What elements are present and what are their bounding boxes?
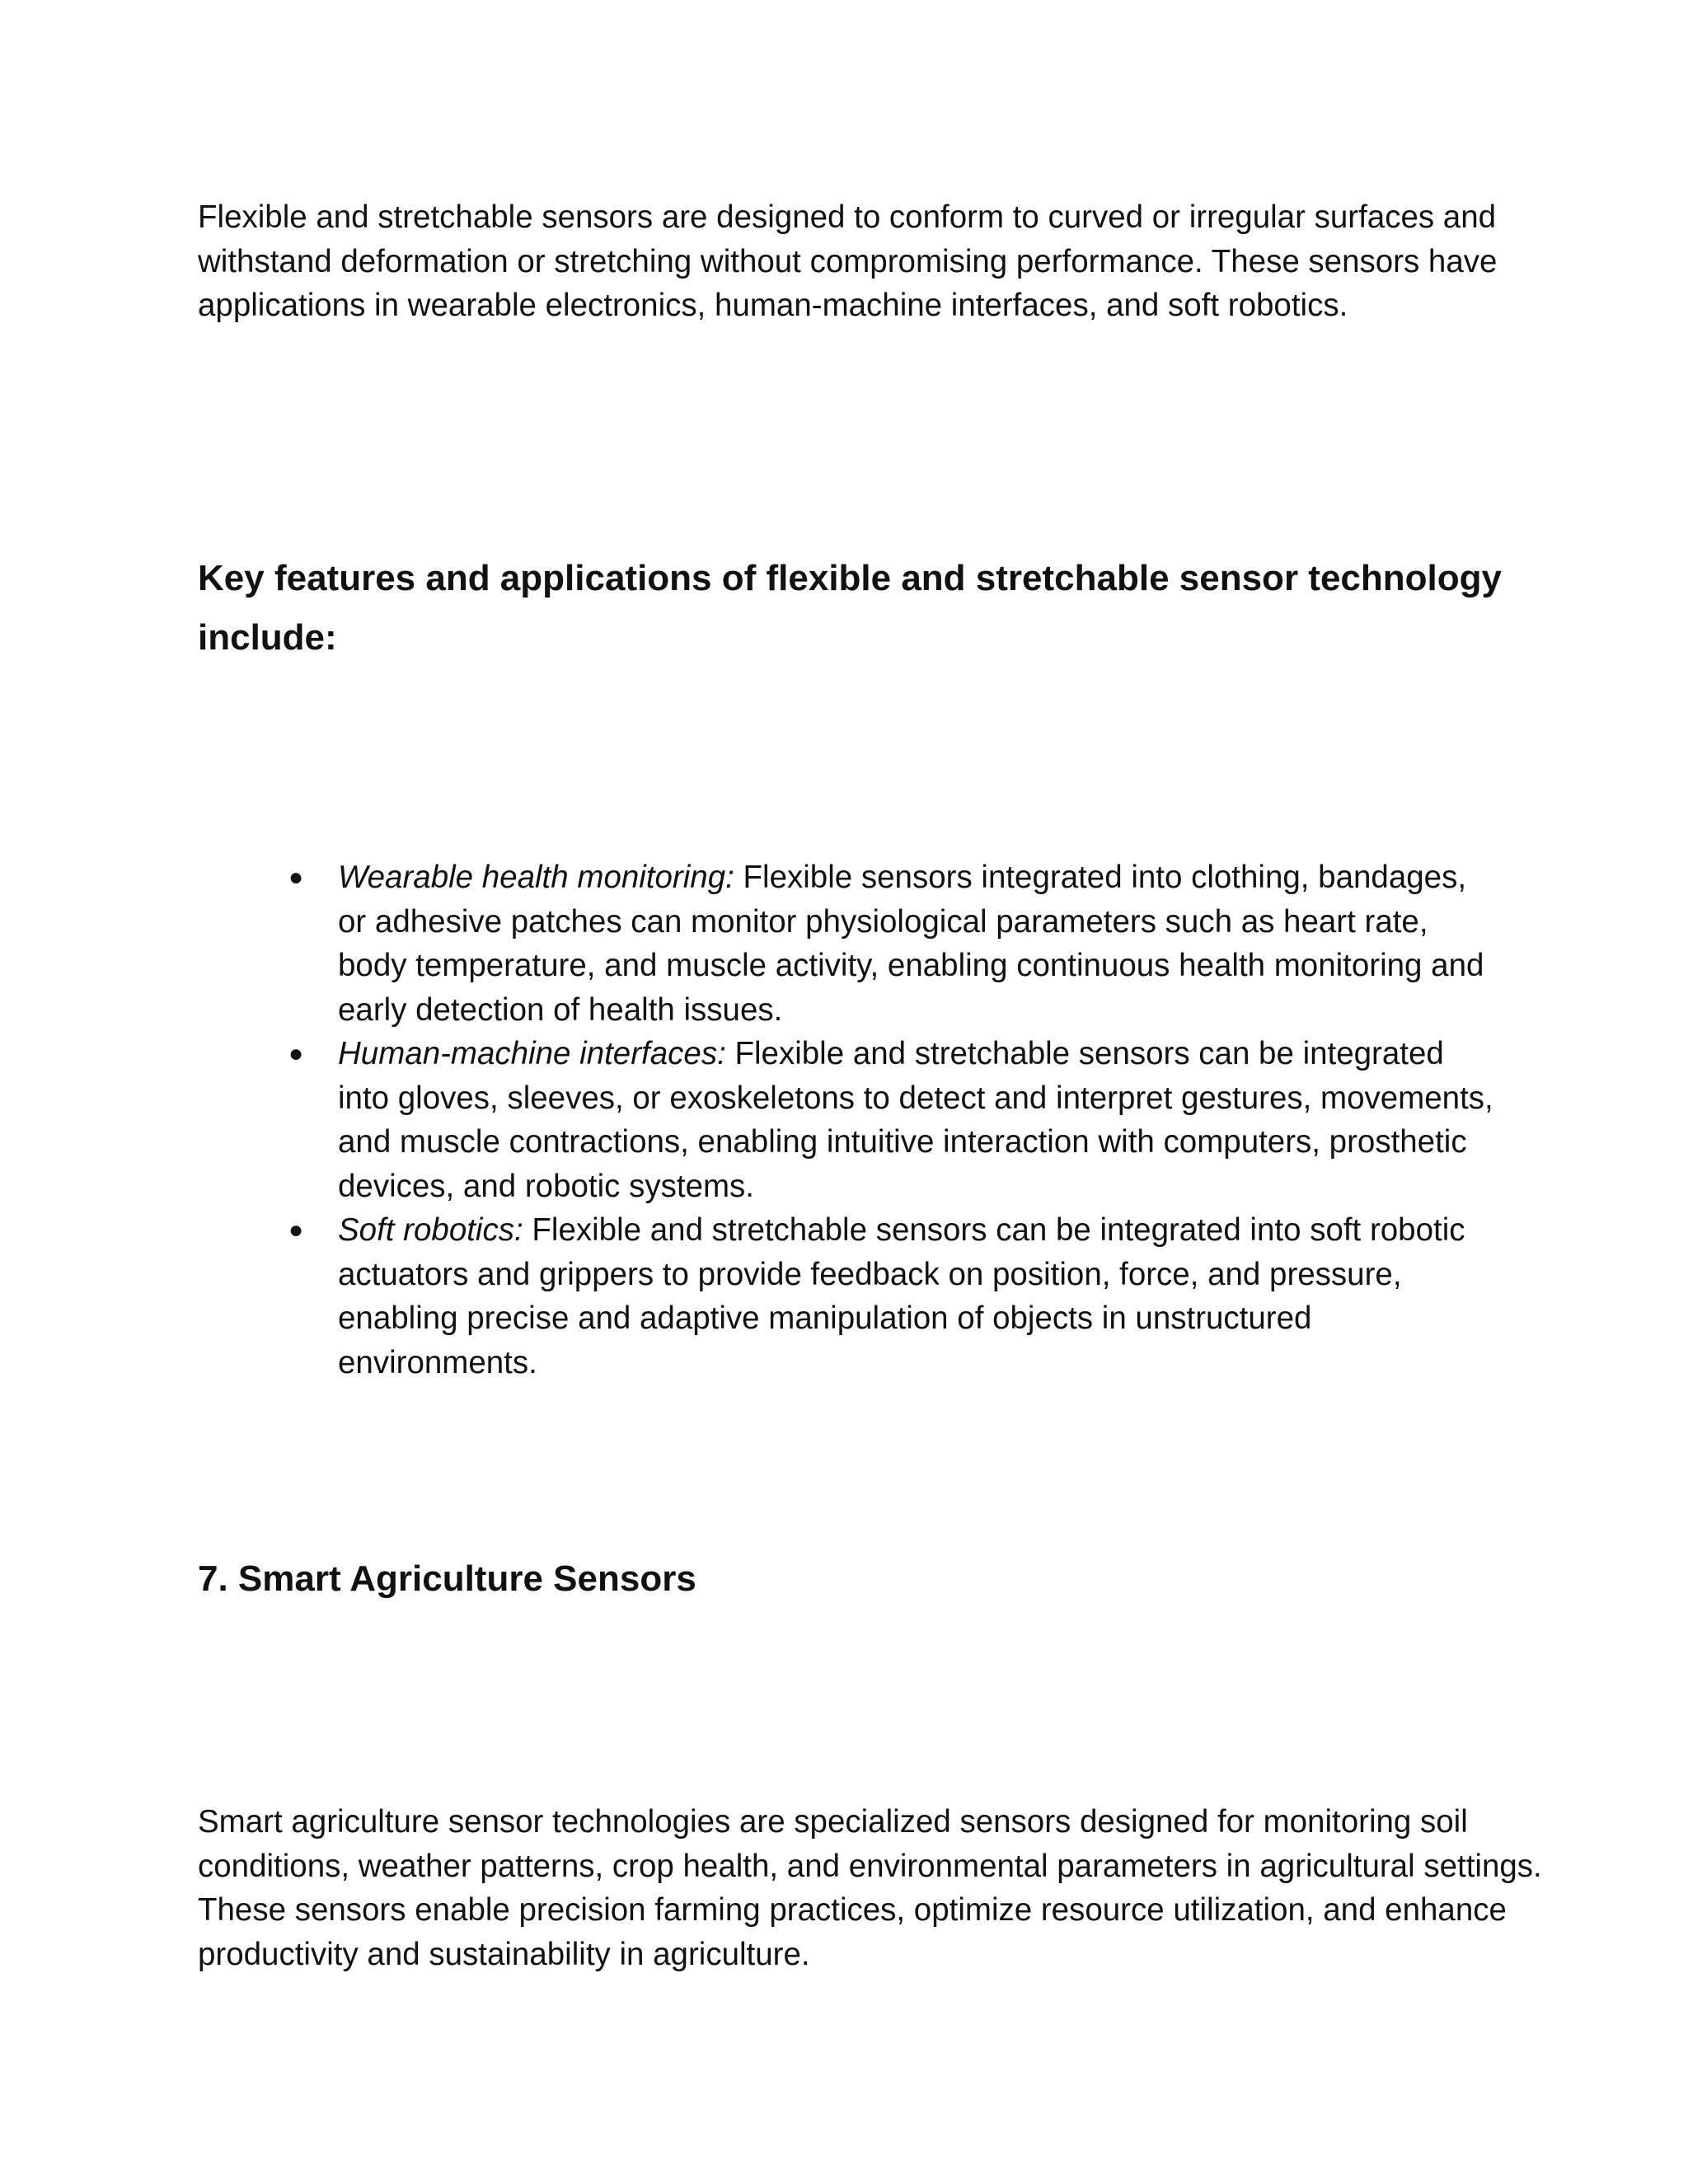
- list-item-text: Flexible and stretchable sensors can be integrated into gloves, sleeves, or exoskeletons to detect and interpret gestures, movements, and muscle contractions, enabling intuitive interaction with computers, prosthetic devices, and robotic systems.: [338, 1036, 1493, 1204]
- bullet-icon: ●: [288, 1040, 304, 1067]
- features-list: [288, 855, 1500, 1385]
- list-item-term: Human-machine interfaces:: [338, 1036, 726, 1071]
- list-item: [288, 1032, 1500, 1208]
- agriculture-paragraph: Smart agriculture sensor technologies are specialized sensors designed for monitoring soil conditions, weather patterns, crop health, and environmental parameters in agricultural settings. These sensors enable precision farming practices, optimize resource utilization, and enhance productivity and sustainability in agriculture.: [198, 1804, 1542, 1972]
- intro-paragraph: Flexible and stretchable sensors are designed to conform to curved or irregular surfaces and withstand deformation or stretching without compromising performance. These sensors have applications in wearable electronics, human-machine interfaces, and soft robotics.: [198, 199, 1498, 323]
- list-item: [288, 1208, 1500, 1385]
- bullet-icon: ●: [288, 864, 304, 891]
- bullet-icon: ●: [288, 1216, 304, 1244]
- list-item-text: Flexible and stretchable sensors can be integrated into soft robotic actuators and grippers to provide feedback on position, force, and pressure, enabling precise and adaptive manipulation of objects in unstructured environments.: [338, 1212, 1465, 1380]
- list-item-text: Flexible sensors integrated into clothing, bandages, or adhesive patches can monitor physiological parameters such as heart rate, body temperature, and muscle activity, enabling continuous health monitoring and early detection of health issues.: [338, 860, 1484, 1028]
- section-title: 7. Smart Agriculture Sensors: [198, 1558, 696, 1599]
- list-item-term: Wearable health monitoring:: [338, 860, 734, 895]
- list-item: [288, 855, 1500, 1032]
- features-heading: Key features and applications of flexible and stretchable sensor technology include:: [198, 558, 1502, 658]
- list-item-term: Soft robotics:: [338, 1212, 523, 1248]
